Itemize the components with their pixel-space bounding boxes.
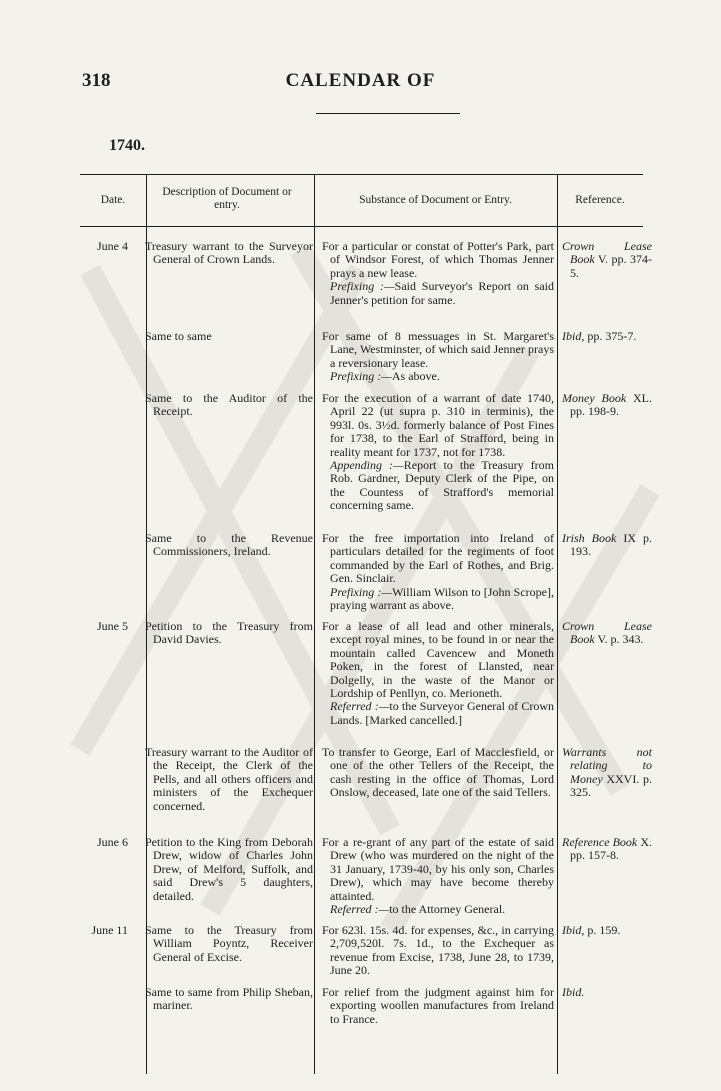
entry-substance bbox=[322, 986, 554, 1026]
entry-note-text: As above. bbox=[391, 369, 440, 384]
entry-substance-text: For a re-grant of any part of the estate of said Drew (who was murdered on the night of the 31 January, 1739-40, by his only son, Charles Drew), which may have become thereby attainted. bbox=[322, 835, 554, 903]
header-bottom-rule bbox=[80, 226, 643, 227]
entry-substance bbox=[322, 924, 554, 978]
entry-note-label: Prefixing :— bbox=[330, 584, 393, 599]
entry-reference-book: Irish Book bbox=[562, 531, 617, 545]
entry-reference bbox=[562, 620, 652, 647]
entry-substance-text: For the free importation into Ireland of particulars detailed for the regiments of foot commanded by the Earl of Rothes, and Brig. Gen. Sinclair. bbox=[322, 531, 554, 586]
title-rule bbox=[316, 113, 460, 114]
entry-reference-pages: IX p. 193. bbox=[570, 531, 652, 559]
entry-substance-text: For a particular or constat of Potter's Park, part of Windsor Forest, of which Thomas Jenner prays a new lease. bbox=[322, 239, 554, 280]
entry-reference bbox=[562, 240, 652, 280]
entry-reference-book: Ibid, bbox=[562, 923, 585, 937]
entry-reference-book: Ibid. bbox=[562, 985, 585, 999]
entry-note-label: Referred :— bbox=[330, 699, 390, 714]
page-number: 318 bbox=[82, 70, 111, 91]
entry-description: Treasury warrant to the Auditor of the Receipt, the Clerk of the Pells, and all others officers and ministers of the Exchequer concerned. bbox=[145, 745, 313, 813]
entry-note-label: Prefixing :— bbox=[330, 279, 395, 294]
entry-note-label: Referred :— bbox=[330, 902, 390, 917]
entry-note-label: Appending :— bbox=[330, 458, 404, 473]
entry-note-text: Said Surveyor's Report on said Jenner's petition for same. bbox=[330, 279, 554, 307]
entry-date: June 5 bbox=[97, 619, 128, 633]
column-header-description: Description of Document or entry. bbox=[162, 186, 292, 211]
entry-substance bbox=[322, 240, 554, 307]
entry-reference-book: Money Book bbox=[562, 391, 627, 405]
entry-substance bbox=[322, 620, 554, 727]
entry-reference-pages: V. pp. 374-5. bbox=[570, 252, 652, 280]
entry-reference-pages: X. pp. 157-8. bbox=[570, 835, 652, 863]
entry-description: Same to the Treasury from William Poyntz, Receiver General of Excise. bbox=[145, 923, 313, 964]
entry-substance-text: For 623l. 15s. 4d. for expenses, &c., in carrying 2,709,520l. 7s. 1d., to the Exchequer as revenue from Excise, 1738, June 28, to 1739, June 20. bbox=[322, 923, 554, 978]
entry-reference-pages: XL. pp. 198-9. bbox=[570, 391, 652, 419]
entry-substance bbox=[322, 746, 554, 800]
entry-description: Same to same bbox=[145, 329, 212, 343]
entry-reference-pages: p. 159. bbox=[584, 923, 621, 937]
entry-description: Same to the Revenue Commissioners, Ireland. bbox=[145, 531, 313, 559]
entry-substance bbox=[322, 330, 554, 384]
entry-reference-book: Ibid, bbox=[562, 329, 585, 343]
entry-note-text: to the Attorney General. bbox=[389, 902, 506, 917]
entry-description: Petition to the Treasury from David Davies. bbox=[145, 619, 313, 647]
entry-description: Same to the Auditor of the Receipt. bbox=[145, 391, 313, 419]
entry-note-label: Prefixing :— bbox=[330, 369, 392, 384]
entry-substance-text: To transfer to George, Earl of Macclesfield, or one of the other Tellers of the Receipt, the cash resting in the office of Thomas, Lord Onslow, deceased, late one of the said Tellers. bbox=[322, 745, 554, 800]
running-head: CALENDAR OF bbox=[285, 70, 436, 91]
table-top-rule bbox=[80, 174, 643, 175]
entry-substance-text: For the execution of a warrant of date 1740, April 22 (ut supra p. 310 in terminis), the 993l. 0s. 3½d. formerly balance of Post Fines for 1738, to the Earl of Strafford, being in reality meant for 1737, not for 1738. bbox=[322, 391, 554, 459]
entry-reference-book: Reference Book bbox=[562, 835, 638, 849]
year-heading: 1740. bbox=[109, 137, 145, 154]
entry-reference bbox=[562, 836, 652, 863]
entry-substance bbox=[322, 392, 554, 513]
entry-note-text: to the Surveyor General of Crown Lands. [Marked cancelled.] bbox=[330, 699, 555, 727]
entry-note-text: Report to the Treasury from Rob. Gardner, Deputy Clerk of the Pipe, on the Countess of Strafford's memorial concerning same. bbox=[330, 458, 554, 513]
entry-description: Treasury warrant to the Surveyor General of Crown Lands. bbox=[145, 239, 313, 267]
entry-reference-book: Warrants not relating to Money bbox=[562, 745, 652, 786]
entry-reference-book: Crown Lease Book bbox=[562, 619, 652, 647]
entry-substance-text: For relief from the judgment against him for exporting woollen manufactures from Ireland to France. bbox=[322, 985, 554, 1026]
entry-description: Same to same from Philip Sheban, mariner. bbox=[145, 985, 313, 1013]
entry-description: Petition to the King from Deborah Drew, widow of Charles John Drew, of Melford, Suffolk, and said Drew's 5 daughters, detailed. bbox=[145, 835, 313, 903]
entry-reference bbox=[562, 746, 652, 800]
entry-note-text: William Wilson to [John Scrope], praying warrant as above. bbox=[330, 584, 554, 613]
entry-date: June 4 bbox=[97, 239, 128, 253]
entry-substance-text: For same of 8 messuages in St. Margaret's Lane, Westminster, of which said Jenner prays a reversionary lease. bbox=[322, 329, 554, 370]
entry-reference bbox=[562, 532, 652, 559]
entry-reference bbox=[562, 392, 652, 419]
entry-substance bbox=[322, 836, 554, 916]
column-header-reference: Reference. bbox=[575, 194, 625, 206]
column-divider-2 bbox=[314, 174, 315, 1074]
column-header-substance: Substance of Document or Entry. bbox=[359, 194, 512, 206]
column-header-date: Date. bbox=[100, 194, 126, 206]
entry-reference bbox=[562, 330, 652, 343]
entry-reference-pages: pp. 375-7. bbox=[584, 329, 637, 343]
entry-reference bbox=[562, 924, 652, 937]
entry-reference-pages: V. p. 343. bbox=[594, 632, 644, 647]
column-divider-3 bbox=[557, 174, 558, 1074]
entry-reference-pages: XXVI. p. 325. bbox=[570, 771, 652, 800]
entry-date: June 6 bbox=[97, 835, 128, 849]
entry-reference bbox=[562, 986, 652, 999]
entry-date: June 11 bbox=[91, 923, 128, 937]
entry-substance-text: For a lease of all lead and other minerals, except royal mines, to be found in or near the mountain called Cavencew and Moneth Poken, in the forest of Llansted, near Dolgelly, in the waste of the Manor or Lordship of Penllyn, co. Merioneth. bbox=[322, 619, 554, 701]
entry-reference-book: Crown Lease Book bbox=[562, 239, 652, 267]
entry-substance bbox=[322, 532, 554, 612]
